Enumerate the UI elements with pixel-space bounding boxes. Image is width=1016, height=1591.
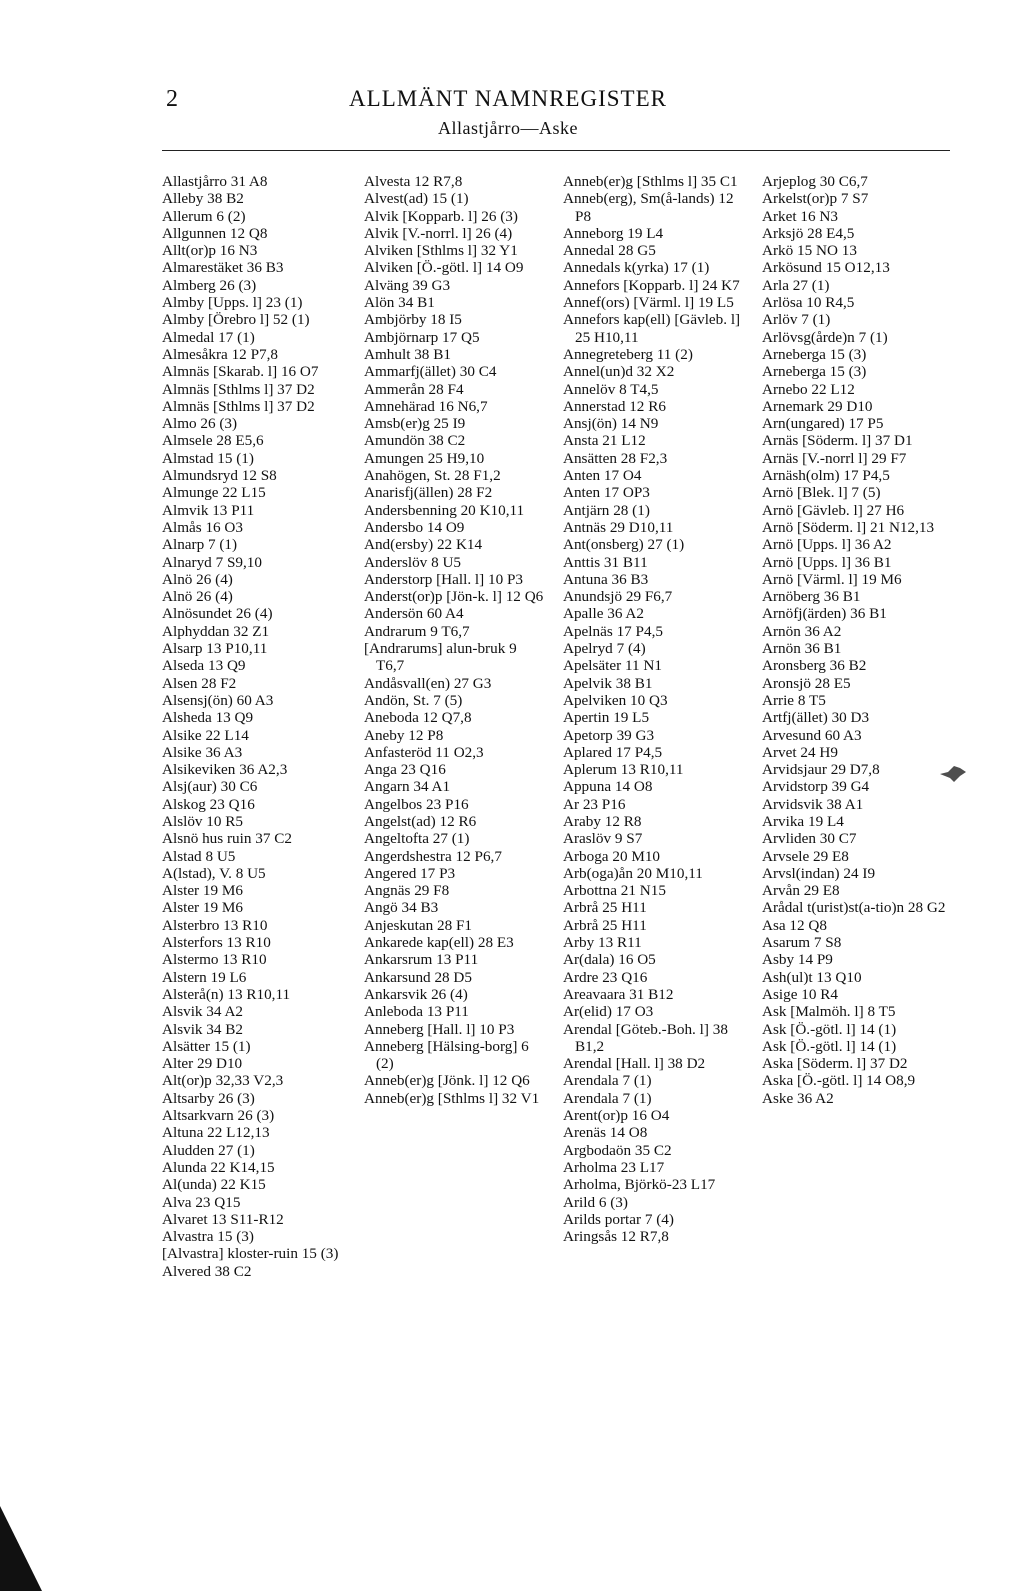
index-entry: Aska [Söderm. l] 37 D2 [762, 1055, 908, 1073]
index-entry: Aplared 17 P4,5 [563, 743, 663, 761]
index-entry: Arvidsjaur 29 D7,8 [762, 761, 880, 779]
index-entry: Alstern 19 L6 [162, 968, 247, 986]
index-entry: Ankarede kap(ell) 28 E3 [364, 934, 514, 952]
index-entry: Almnäs [Skarab. l] 16 O7 [162, 363, 319, 381]
index-entry: Alsike 36 A3 [162, 743, 243, 761]
index-entry: Apelryd 7 (4) [563, 640, 646, 658]
index-entry: Annefors kap(ell) [Gävleb. l] 25 H10,11 [563, 311, 741, 346]
index-entry: Almedal 17 (1) [162, 328, 255, 346]
index-entry: Apetorp 39 G3 [563, 726, 655, 744]
index-entry: Ankarsund 28 D5 [364, 968, 472, 986]
index-entry: Alnö 26 (4) [162, 570, 233, 588]
index-entry: Ambjörby 18 I5 [364, 311, 462, 329]
index-entry: Arholma 23 L17 [563, 1158, 665, 1176]
index-entry: Alnösundet 26 (4) [162, 605, 273, 623]
index-entry: Alvered 38 C2 [162, 1262, 252, 1280]
index-entry: Anten 17 O4 [563, 467, 642, 485]
index-entry: Ankarsvik 26 (4) [364, 985, 468, 1003]
index-entry: Almarestäket 36 B3 [162, 259, 284, 277]
index-entry: Alskog 23 Q16 [162, 795, 255, 813]
index-entry: Anneborg 19 L4 [563, 224, 664, 242]
index-entry: Alväng 39 G3 [364, 276, 451, 294]
index-entry: Alviken [Ö.-götl. l] 14 O9 [364, 259, 524, 277]
index-entry: Arkelst(or)p 7 S7 [762, 190, 869, 208]
index-entry: Arendal [Göteb.-Boh. l] 38 B1,2 [563, 1020, 728, 1055]
index-entry: Almberg 26 (3) [162, 276, 257, 294]
index-column-1 [162, 173, 346, 1280]
index-entry: Apertin 19 L5 [563, 709, 650, 727]
index-entry: Alslöv 10 R5 [162, 812, 244, 830]
index-entry: Arnemark 29 D10 [762, 397, 873, 415]
index-entry: Allastjårro 31 A8 [162, 173, 268, 190]
index-entry: Almo 26 (3) [162, 415, 238, 433]
index-entry: Angarn 34 A1 [364, 778, 451, 796]
index-entry: Altsarkvarn 26 (3) [162, 1107, 275, 1125]
index-entry: Alsheda 13 Q9 [162, 709, 254, 727]
index-entry: Alvest(ad) 15 (1) [364, 190, 469, 208]
index-entry: Alsvik 34 A2 [162, 1003, 244, 1021]
index-entry: Ambjörnarp 17 Q5 [364, 328, 480, 346]
index-entry: Alviken [Sthlms l] 32 Y1 [364, 242, 518, 260]
index-entry: Anfasteröd 11 O2,3 [364, 743, 484, 761]
index-entry: Amundön 38 C2 [364, 432, 466, 450]
index-entry: Arnöfj(ärden) 36 B1 [762, 605, 887, 623]
index-entry: Ammarfj(ället) 30 C4 [364, 363, 497, 381]
index-entry: Araslöv 9 S7 [563, 830, 643, 848]
index-entry: Anneb(erg), Sm(å-lands) 12 P8 [563, 190, 734, 225]
index-entry: Asarum 7 S8 [762, 934, 842, 952]
index-entry: Ammerån 28 F4 [364, 380, 464, 398]
index-entry: Appuna 14 O8 [563, 778, 653, 796]
index-entry: Ant(onsberg) 27 (1) [563, 536, 685, 554]
index-entry: Ash(ul)t 13 Q10 [762, 968, 862, 986]
index-entry: Almunge 22 L15 [162, 484, 266, 502]
index-entry: Arvidsvik 38 A1 [762, 795, 864, 813]
index-entry: Arvika 19 L4 [762, 812, 844, 830]
index-entry: Almnäs [Sthlms l] 37 D2 [162, 380, 315, 398]
index-entry: Arjeplog 30 C6,7 [762, 173, 868, 190]
index-entry: Andersbenning 20 K10,11 [364, 501, 525, 519]
index-entry: Alsterbro 13 R10 [162, 916, 268, 934]
index-entry: Arnäs [V.-norrl l] 29 F7 [762, 449, 907, 467]
index-entry: Arnö [Söderm. l] 21 N12,13 [762, 518, 935, 536]
index-entry: Asige 10 R4 [762, 985, 838, 1003]
index-entry: Arby 13 R11 [563, 934, 642, 952]
index-entry: Aneboda 12 Q7,8 [364, 709, 472, 727]
index-entry: Arvet 24 H9 [762, 743, 838, 761]
index-entry: Aringsås 12 R7,8 [563, 1228, 669, 1246]
index-entry: Arboga 20 M10 [563, 847, 661, 865]
index-entry: Annedals k(yrka) 17 (1) [563, 259, 710, 277]
index-entry: Arrie 8 T5 [762, 691, 826, 709]
index-entry: Arn(ungared) 17 P5 [762, 415, 884, 433]
index-entry: A(lstad), V. 8 U5 [162, 864, 266, 882]
index-entry: Anneb(er)g [Jönk. l] 12 Q6 [364, 1072, 530, 1090]
index-entry: Alsarp 13 P10,11 [162, 640, 268, 658]
index-entry: Almby [Örebro l] 52 (1) [162, 311, 310, 329]
index-entry: Arnö [Upps. l] 36 B1 [762, 553, 892, 571]
index-entry: Anten 17 OP3 [563, 484, 650, 502]
index-entry: Arent(or)p 16 O4 [563, 1107, 670, 1125]
index-entry: Alnarp 7 (1) [162, 536, 238, 554]
index-entry: Ansätten 28 F2,3 [563, 449, 668, 467]
index-entry: Alphyddan 32 Z1 [162, 622, 270, 640]
index-entry: Ask [Ö.-götl. l] 14 (1) [762, 1020, 897, 1038]
index-entry: Ankarsrum 13 P11 [364, 951, 479, 969]
index-entry: Alster 19 M6 [162, 899, 243, 917]
index-entry: Aplerum 13 R10,11 [563, 761, 684, 779]
index-entry: Apelsäter 11 N1 [563, 657, 662, 675]
index-entry: Asby 14 P9 [762, 951, 833, 969]
index-entry: Alt(or)p 32,33 V2,3 [162, 1072, 284, 1090]
scan-corner-shadow [0, 1506, 42, 1591]
index-entry: Anarisfj(ällen) 28 F2 [364, 484, 493, 502]
index-entry: Almby [Upps. l] 23 (1) [162, 294, 303, 312]
index-entry: Arkö 15 NO 13 [762, 242, 857, 260]
index-entry: Arnäs [Söderm. l] 37 D1 [762, 432, 913, 450]
index-entry: Ask [Ö.-götl. l] 14 (1) [762, 1037, 897, 1055]
index-entry: Antjärn 28 (1) [563, 501, 650, 519]
index-entry: Amsb(er)g 25 I9 [364, 415, 466, 433]
index-entry: Anjeskutan 28 F1 [364, 916, 472, 934]
index-entry: Anneb(er)g [Sthlms l] 32 V1 [364, 1089, 540, 1107]
index-entry: Apelvik 38 B1 [563, 674, 653, 692]
index-entry: Annedal 28 G5 [563, 242, 656, 260]
index-entry: Aludden 27 (1) [162, 1141, 255, 1159]
index-entry: Allt(or)p 16 N3 [162, 242, 258, 260]
index-entry: Arnebo 22 L12 [762, 380, 855, 398]
index-entry: Alva 23 Q15 [162, 1193, 241, 1211]
index-entry: Arnön 36 A2 [762, 622, 842, 640]
index-entry: Alsterfors 13 R10 [162, 934, 271, 952]
index-entry: Arnö [Blek. l] 7 (5) [762, 484, 881, 502]
index-entry: Arild 6 (3) [563, 1193, 628, 1211]
index-entry: Allerum 6 (2) [162, 207, 246, 225]
index-entry: Arlövsg(årde)n 7 (1) [762, 328, 888, 346]
index-entry: Anneberg [Hälsing-borg] 6 (2) [364, 1037, 529, 1073]
index-entry: Alsensj(ön) 60 A3 [162, 691, 274, 709]
index-entry: Andersbo 14 O9 [364, 518, 465, 536]
index-entry: Aske 36 A2 [762, 1089, 834, 1107]
index-entry: Amnehärad 16 N6,7 [364, 397, 488, 415]
index-entry: Alsike 22 L14 [162, 726, 249, 744]
index-entry: Almesåkra 12 P7,8 [162, 345, 278, 363]
header-rule [162, 150, 950, 151]
index-columns [162, 173, 952, 1543]
index-entry: Anttis 31 B11 [563, 553, 648, 571]
index-entry: Andåsvall(en) 27 G3 [364, 674, 492, 692]
index-entry: Alvik [V.-norrl. l] 26 (4) [364, 224, 513, 242]
index-entry: Anahögen, St. 28 F1,2 [364, 467, 501, 485]
index-entry: Almundsryd 12 S8 [162, 467, 277, 485]
index-entry: Arksjö 28 E4,5 [762, 224, 855, 242]
index-entry: Artfj(ället) 30 D3 [762, 709, 870, 727]
index-column-3 [563, 173, 747, 1245]
index-entry: Alsvik 34 B2 [162, 1020, 244, 1038]
index-entry: Angerdshestra 12 P6,7 [364, 847, 502, 865]
index-entry: Apelnäs 17 P4,5 [563, 622, 663, 640]
index-entry: Alnö 26 (4) [162, 588, 233, 606]
scan-smudge [938, 762, 968, 784]
index-entry: Almnäs [Sthlms l] 37 D2 [162, 397, 315, 415]
index-entry: Aronsjö 28 E5 [762, 674, 851, 692]
index-entry: Apalle 36 A2 [563, 605, 644, 623]
index-entry: Alunda 22 K14,15 [162, 1158, 275, 1176]
index-entry: Arvsele 29 E8 [762, 847, 849, 865]
index-entry: Areavaara 31 B12 [563, 985, 674, 1003]
index-entry: Angö 34 B3 [364, 899, 439, 917]
index-entry: Arendal [Hall. l] 38 D2 [563, 1055, 706, 1073]
index-entry: Alleby 38 B2 [162, 190, 244, 208]
index-entry: Angered 17 P3 [364, 864, 456, 882]
index-entry: Arnö [Gävleb. l] 27 H6 [762, 501, 905, 519]
index-entry: Arenäs 14 O8 [563, 1124, 648, 1142]
index-entry: Anderstorp [Hall. l] 10 P3 [364, 570, 524, 588]
index-entry: Anneberg [Hall. l] 10 P3 [364, 1020, 515, 1038]
page-number: 2 [166, 86, 178, 112]
index-entry: Alvesta 12 R7,8 [364, 173, 463, 190]
index-entry: Angelbos 23 P16 [364, 795, 469, 813]
index-entry: Amungen 25 H9,10 [364, 449, 485, 467]
index-entry: Almvik 13 P11 [162, 501, 255, 519]
index-entry: Annelöv 8 T4,5 [563, 380, 659, 398]
index-entry: Arneberga 15 (3) [762, 345, 867, 363]
index-entry: Alsterå(n) 13 R10,11 [162, 985, 291, 1003]
index-entry: Arbrå 25 H11 [563, 916, 647, 934]
index-entry: Apelviken 10 Q3 [563, 691, 668, 709]
index-entry: Alvaret 13 S11-R12 [162, 1210, 284, 1228]
index-entry: Alön 34 B1 [364, 294, 435, 312]
index-entry: Andön, St. 7 (5) [364, 691, 463, 709]
index-entry: Ask [Malmöh. l] 8 T5 [762, 1003, 896, 1021]
index-entry: Arlöv 7 (1) [762, 311, 831, 329]
index-entry: Arbottna 21 N15 [563, 882, 666, 900]
index-entry: Annegreteberg 11 (2) [563, 345, 693, 363]
index-entry: Arb(oga)ån 20 M10,11 [563, 864, 703, 882]
index-entry: Ansj(ön) 14 N9 [563, 415, 659, 433]
index-entry: Angelst(ad) 12 R6 [364, 812, 477, 830]
index-entry: Alvik [Kopparb. l] 26 (3) [364, 207, 518, 225]
index-entry: Arådal t(urist)st(a-tio)n 28 G2 [762, 899, 946, 917]
index-entry: Anderst(or)p [Jön-k. l] 12 Q6 [364, 588, 544, 606]
index-entry: Arvån 29 E8 [762, 882, 840, 900]
index-entry: Arlösa 10 R4,5 [762, 294, 855, 312]
index-entry: Arilds portar 7 (4) [563, 1210, 674, 1228]
index-entry: Ansta 21 L12 [563, 432, 646, 450]
index-entry: Arendala 7 (1) [563, 1089, 652, 1107]
index-entry: Anga 23 Q16 [364, 761, 446, 779]
index-entry: Annefors [Kopparb. l] 24 K7 [563, 276, 740, 294]
index-entry: Anderslöv 8 U5 [364, 553, 462, 571]
index-entry: [Andrarums] alun-bruk 9 T6,7 [364, 640, 517, 675]
index-entry: Arbrå 25 H11 [563, 899, 647, 917]
index-entry: Antuna 36 B3 [563, 570, 649, 588]
index-entry: Annef(ors) [Värml. l] 19 L5 [563, 294, 734, 312]
index-entry: Altsarby 26 (3) [162, 1089, 255, 1107]
index-entry: Argbodaön 35 C2 [563, 1141, 672, 1159]
index-entry: Alvastra 15 (3) [162, 1228, 254, 1246]
index-entry: Anneb(er)g [Sthlms l] 35 C1 [563, 173, 738, 190]
index-entry: Alsen 28 F2 [162, 674, 237, 692]
index-entry: Ar(dala) 16 O5 [563, 951, 656, 969]
index-entry: Andrarum 9 T6,7 [364, 622, 470, 640]
index-entry: Alseda 13 Q9 [162, 657, 246, 675]
index-entry: Al(unda) 22 K15 [162, 1176, 266, 1194]
index-column-4 [762, 173, 946, 1107]
index-entry: Arendala 7 (1) [563, 1072, 652, 1090]
index-entry: Arla 27 (1) [762, 276, 830, 294]
index-entry: Alsnö hus ruin 37 C2 [162, 830, 292, 848]
index-entry: Alstermo 13 R10 [162, 951, 267, 969]
index-column-2 [364, 173, 548, 1107]
index-entry: Aska [Ö.-götl. l] 14 O8,9 [762, 1072, 916, 1090]
index-entry: Anundsjö 29 F6,7 [563, 588, 673, 606]
index-entry: Arkösund 15 O12,13 [762, 259, 890, 277]
running-title: ALLMÄNT NAMNREGISTER [349, 86, 667, 111]
index-entry: Arnö [Värml. l] 19 M6 [762, 570, 902, 588]
index-entry: Alstad 8 U5 [162, 847, 236, 865]
index-entry: Allgunnen 12 Q8 [162, 224, 268, 242]
index-entry: [Alvastra] kloster-ruin 15 (3) [162, 1245, 339, 1263]
index-entry: Arnön 36 B1 [762, 640, 842, 658]
index-entry: Andersön 60 A4 [364, 605, 464, 623]
index-entry: Araby 12 R8 [563, 812, 642, 830]
running-subtitle: Allastjårro—Aske [438, 118, 578, 138]
index-entry: Arnäsh(olm) 17 P4,5 [762, 467, 890, 485]
index-entry: Ardre 23 Q16 [563, 968, 648, 986]
index-entry: Almstad 15 (1) [162, 449, 254, 467]
index-entry: Annel(un)d 32 X2 [563, 363, 675, 381]
index-entry: Arvliden 30 C7 [762, 830, 857, 848]
index-entry: Alster 19 M6 [162, 882, 243, 900]
index-entry: Antnäs 29 D10,11 [563, 518, 674, 536]
index-entry: Ar 23 P16 [563, 795, 626, 813]
index-entry: Alsj(aur) 30 C6 [162, 778, 258, 796]
index-entry: Annerstad 12 R6 [563, 397, 666, 415]
index-entry: Alter 29 D10 [162, 1055, 243, 1073]
index-entry: Almås 16 O3 [162, 518, 243, 536]
index-entry: Arnöberg 36 B1 [762, 588, 861, 606]
index-entry: Arvsl(indan) 24 I9 [762, 864, 876, 882]
index-entry: Alsätter 15 (1) [162, 1037, 251, 1055]
index-entry: Arvidstorp 39 G4 [762, 778, 870, 796]
index-entry: Amhult 38 B1 [364, 345, 451, 363]
index-entry: Angnäs 29 F8 [364, 882, 450, 900]
index-entry: Arneberga 15 (3) [762, 363, 867, 381]
index-entry: Alnaryd 7 S9,10 [162, 553, 262, 571]
index-entry: Altuna 22 L12,13 [162, 1124, 270, 1142]
index-entry: Arnö [Upps. l] 36 A2 [762, 536, 892, 554]
index-entry: Ar(elid) 17 O3 [563, 1003, 654, 1021]
index-entry: Arholma, Björkö-23 L17 [563, 1176, 716, 1194]
index-entry: Aronsberg 36 B2 [762, 657, 867, 675]
index-entry: Asa 12 Q8 [762, 916, 827, 934]
index-entry: Alsikeviken 36 A2,3 [162, 761, 288, 779]
index-entry: Angeltofta 27 (1) [364, 830, 470, 848]
index-entry: Arvesund 60 A3 [762, 726, 862, 744]
index-entry: Anleboda 13 P11 [364, 1003, 469, 1021]
index-entry: Aneby 12 P8 [364, 726, 444, 744]
index-entry: Arket 16 N3 [762, 207, 838, 225]
index-entry: And(ersby) 22 K14 [364, 536, 483, 554]
index-entry: Almsele 28 E5,6 [162, 432, 264, 450]
